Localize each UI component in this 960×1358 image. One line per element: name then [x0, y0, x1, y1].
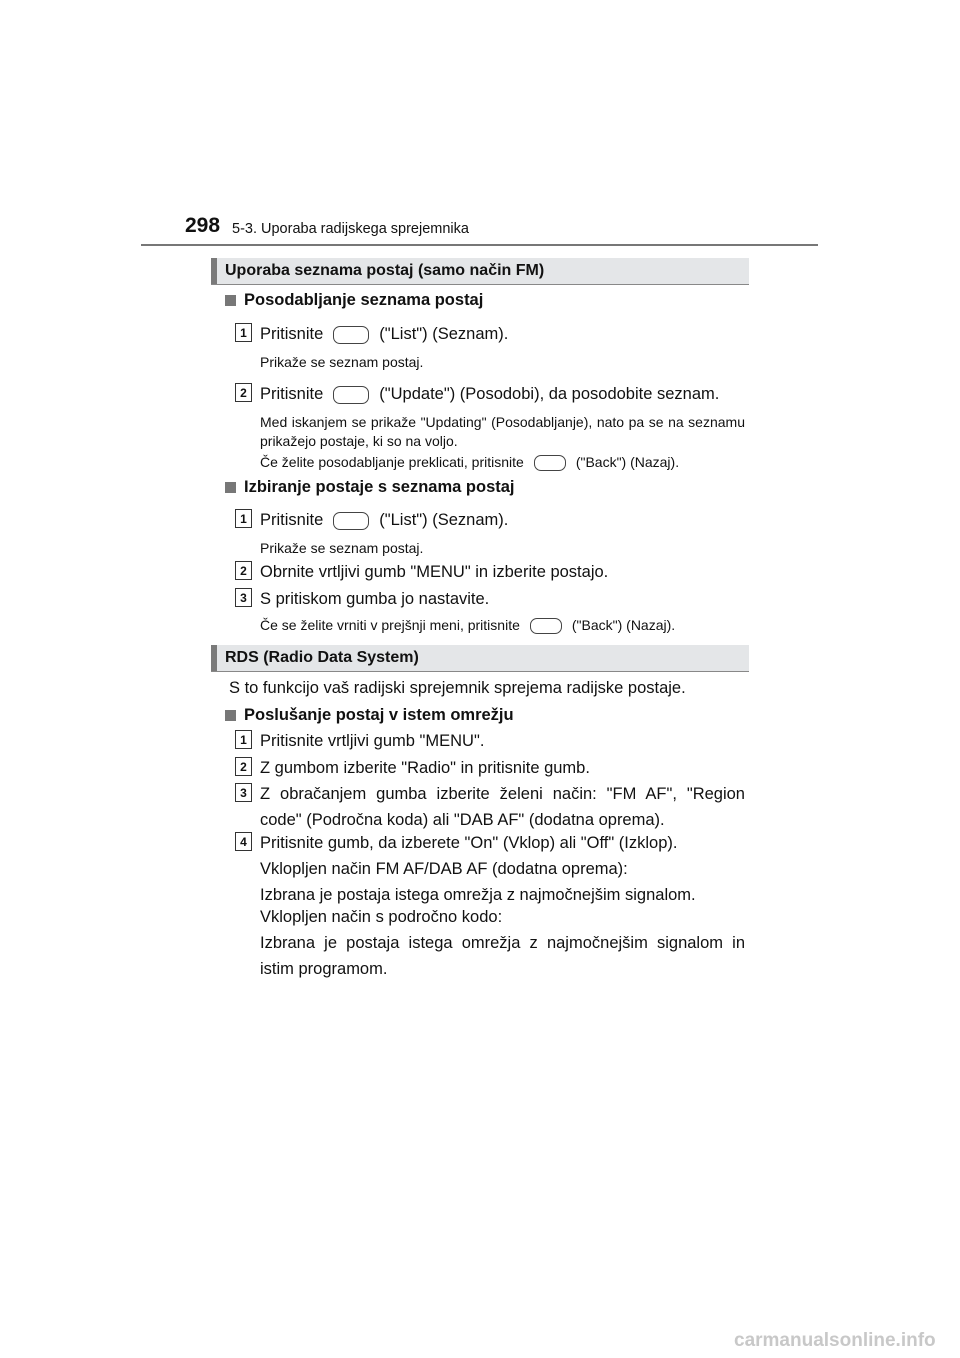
- page-number: 298: [185, 214, 221, 237]
- back-button-icon: [530, 618, 562, 634]
- step-note: [260, 616, 675, 635]
- step-badge: 2: [235, 383, 252, 402]
- subheading-text: Posodabljanje seznama postaj: [244, 291, 484, 309]
- detail-line: Vklopljen način s področno kodo:: [260, 908, 503, 926]
- detail-line: Izbrana je postaja istega omrežja z najmočnejšim signalom.: [260, 886, 696, 904]
- step-text: Z obračanjem gumba izberite želeni način: "FM AF", "Region code" (Področna koda) ali "DAB AF" (dodatna oprema).: [260, 785, 745, 829]
- step-badge: 3: [235, 783, 252, 802]
- step-text-post: ("List") (Seznam).: [379, 325, 509, 343]
- step-text: [260, 381, 719, 407]
- running-head: 5-3. Uporaba radijskega sprejemnika: [232, 221, 469, 237]
- subheading-text: Poslušanje postaj v istem omrežju: [244, 706, 514, 724]
- step-detail: [260, 904, 745, 982]
- header-rule: [141, 244, 818, 246]
- step-text: Z gumbom izberite "Radio" in pritisnite gumb.: [260, 759, 590, 777]
- step-text: S pritiskom gumba jo nastavite.: [260, 590, 490, 608]
- subheading-update-list: [225, 291, 483, 310]
- subheading-text: Izbiranje postaje s seznama postaj: [244, 478, 515, 496]
- note-pre: Če želite posodabljanje preklicati, pritisnite: [260, 454, 524, 470]
- step-text: Pritisnite gumb, da izberete "On" (Vklop) ali "Off" (Izklop).: [260, 834, 678, 852]
- step-text-pre: Pritisnite: [260, 325, 324, 343]
- step-note: Prikaže se seznam postaj.: [260, 354, 424, 370]
- detail-line: Izbrana je postaja istega omrežja z najmočnejšim signalom in istim programom.: [260, 934, 745, 978]
- step-text: [260, 507, 508, 533]
- step-text-post: ("Update") (Posodobi), da posodobite seznam.: [379, 385, 720, 403]
- detail-line: Vklopljen način FM AF/DAB AF (dodatna oprema):: [260, 860, 628, 878]
- step-text: [260, 321, 508, 347]
- step-badge: 2: [235, 561, 252, 580]
- rds-intro: S to funkcijo vaš radijski sprejemnik sprejema radijske postaje.: [229, 679, 686, 697]
- step-note: Prikaže se seznam postaj.: [260, 540, 424, 556]
- step-text-post: ("List") (Seznam).: [379, 511, 509, 529]
- step-detail: [260, 856, 696, 908]
- step-badge: 3: [235, 588, 252, 607]
- list-button-icon: [333, 512, 369, 530]
- step-badge: 1: [235, 323, 252, 342]
- step-note: Med iskanjem se prikaže "Updating" (Posodabljanje), nato pa se na seznamu prikažejo postaje, ki so na voljo.: [260, 414, 745, 449]
- update-button-icon: [333, 386, 369, 404]
- back-button-icon: [534, 455, 566, 471]
- note-post: ("Back") (Nazaj).: [575, 454, 680, 470]
- list-button-icon: [333, 326, 369, 344]
- step-badge: 2: [235, 757, 252, 776]
- subheading-same-network: [225, 706, 514, 725]
- section-header-rds: [211, 645, 749, 672]
- square-bullet-icon: [225, 295, 236, 306]
- section-title: Uporaba seznama postaj (samo način FM): [225, 262, 545, 279]
- square-bullet-icon: [225, 482, 236, 493]
- square-bullet-icon: [225, 710, 236, 721]
- watermark: carmanualsonline.info: [734, 1330, 936, 1351]
- section-header-station-list: [211, 258, 749, 285]
- step-badge: 1: [235, 509, 252, 528]
- note-pre: Če se želite vrniti v prejšnji meni, pritisnite: [260, 617, 520, 633]
- step-text-pre: Pritisnite: [260, 511, 324, 529]
- step-text: Pritisnite vrtljivi gumb "MENU".: [260, 732, 485, 750]
- step-text: Obrnite vrtljivi gumb "MENU" in izberite postajo.: [260, 563, 609, 581]
- subheading-select-station: [225, 478, 515, 497]
- section-title: RDS (Radio Data System): [225, 649, 419, 666]
- step-badge: 4: [235, 832, 252, 851]
- step-text-pre: Pritisnite: [260, 385, 324, 403]
- step-note: [260, 453, 679, 472]
- step-badge: 1: [235, 730, 252, 749]
- note-post: ("Back") (Nazaj).: [571, 617, 676, 633]
